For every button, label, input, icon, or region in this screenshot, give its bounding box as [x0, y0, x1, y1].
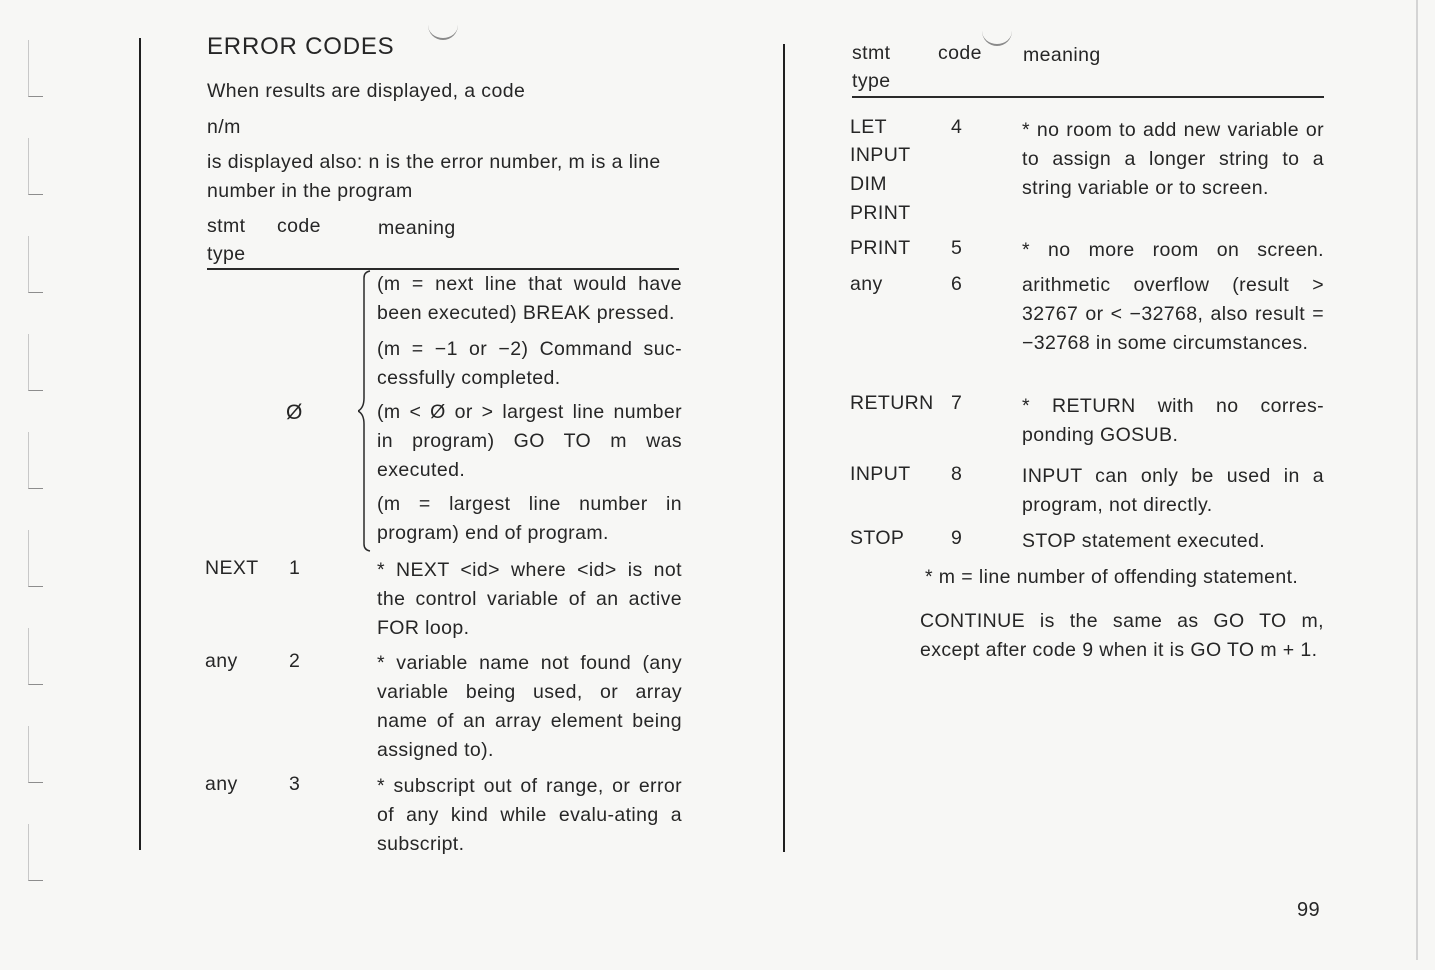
intro-line-1: When results are displayed, a code — [207, 80, 526, 102]
header-meaning: meaning — [1023, 44, 1101, 66]
header-meaning: meaning — [378, 217, 456, 239]
continue-note: CONTINUE is the same as GO TO m, except after code 9 when it is GO TO m + 1. — [920, 610, 1324, 661]
row-code: 3 — [289, 773, 301, 795]
row-code: 7 — [951, 392, 963, 414]
row-stmt: STOP — [850, 527, 905, 549]
binder-mark — [28, 432, 43, 489]
footnote: * m = line number of offending statement. — [925, 566, 1299, 588]
header-stmt: stmt — [852, 42, 891, 64]
header-type: type — [852, 70, 891, 92]
binder-mark — [28, 334, 43, 391]
zero-meaning-break: (m = next line that would have been executed) BREAK pressed. — [377, 273, 682, 324]
row-stmt-dim: DIM — [850, 173, 887, 195]
row-meaning: STOP statement executed. — [1022, 530, 1266, 552]
header-code: code — [938, 42, 982, 64]
binder-mark — [28, 824, 43, 881]
punch-hole — [982, 30, 1012, 46]
row-meaning: INPUT can only be used in a program, not directly. — [1022, 465, 1324, 516]
row-meaning: * no room to add new variable or to assign a longer string to a string variable or to screen. — [1022, 119, 1324, 199]
code-zero: Ø — [286, 401, 303, 424]
row-meaning: * variable name not found (any variable being used, or array name of an array element being assigned to). — [377, 652, 682, 761]
row-stmt: any — [205, 773, 238, 795]
row-stmt: any — [205, 650, 238, 672]
row-code: 1 — [289, 557, 301, 579]
header-code: code — [277, 215, 321, 237]
row-stmt-input: INPUT — [850, 144, 911, 166]
page-number: 99 — [1297, 899, 1321, 921]
row-meaning: * subscript out of range, or error of any kind while evalu-ating a subscript. — [377, 775, 682, 855]
row-stmt-let: LET — [850, 116, 887, 138]
page-title: ERROR CODES — [207, 33, 395, 60]
binder-mark — [28, 530, 43, 587]
right-column-rule — [783, 44, 785, 852]
row-meaning: arithmetic overflow (result > 32767 or < −32768, also result = −32768 in some circumstances. — [1022, 274, 1324, 354]
row-code: 6 — [951, 273, 963, 295]
header-rule — [852, 96, 1324, 98]
row-stmt: RETURN — [850, 392, 934, 414]
intro-line-2: n/m — [207, 116, 241, 138]
row-stmt: PRINT — [850, 237, 911, 259]
binder-mark — [28, 138, 43, 195]
zero-meaning-command: (m = −1 or −2) Command suc-cessfully completed. — [377, 338, 682, 389]
header-type: type — [207, 243, 246, 265]
row-stmt-print: PRINT — [850, 202, 911, 224]
header-stmt: stmt — [207, 215, 246, 237]
punch-hole — [428, 24, 458, 40]
row-meaning: * NEXT <id> where <id> is not the control variable of an active FOR loop. — [377, 559, 682, 639]
intro-line-3: is displayed also: n is the error number, m is a line number in the program — [207, 151, 661, 202]
zero-meaning-end: (m = largest line number in program) end of program. — [377, 493, 682, 544]
row-code: 5 — [951, 237, 963, 259]
row-stmt: NEXT — [205, 557, 259, 579]
left-column-rule — [139, 38, 141, 850]
row-stmt: INPUT — [850, 463, 911, 485]
row-code: 8 — [951, 463, 963, 485]
binder-mark — [28, 726, 43, 783]
row-stmt: any — [850, 273, 883, 295]
binder-mark — [28, 236, 43, 293]
brace — [358, 270, 376, 552]
row-code: 2 — [289, 650, 301, 672]
page-edge — [1416, 0, 1418, 960]
binder-mark — [28, 628, 43, 685]
row-meaning: * RETURN with no corres-ponding GOSUB. — [1022, 395, 1324, 446]
row-meaning: * no more room on screen. — [1022, 239, 1324, 261]
row-code: 4 — [951, 116, 963, 138]
row-code: 9 — [951, 527, 963, 549]
binder-mark — [28, 40, 43, 97]
zero-meaning-goto: (m < Ø or > largest line number in program) GO TO m was executed. — [377, 401, 682, 481]
